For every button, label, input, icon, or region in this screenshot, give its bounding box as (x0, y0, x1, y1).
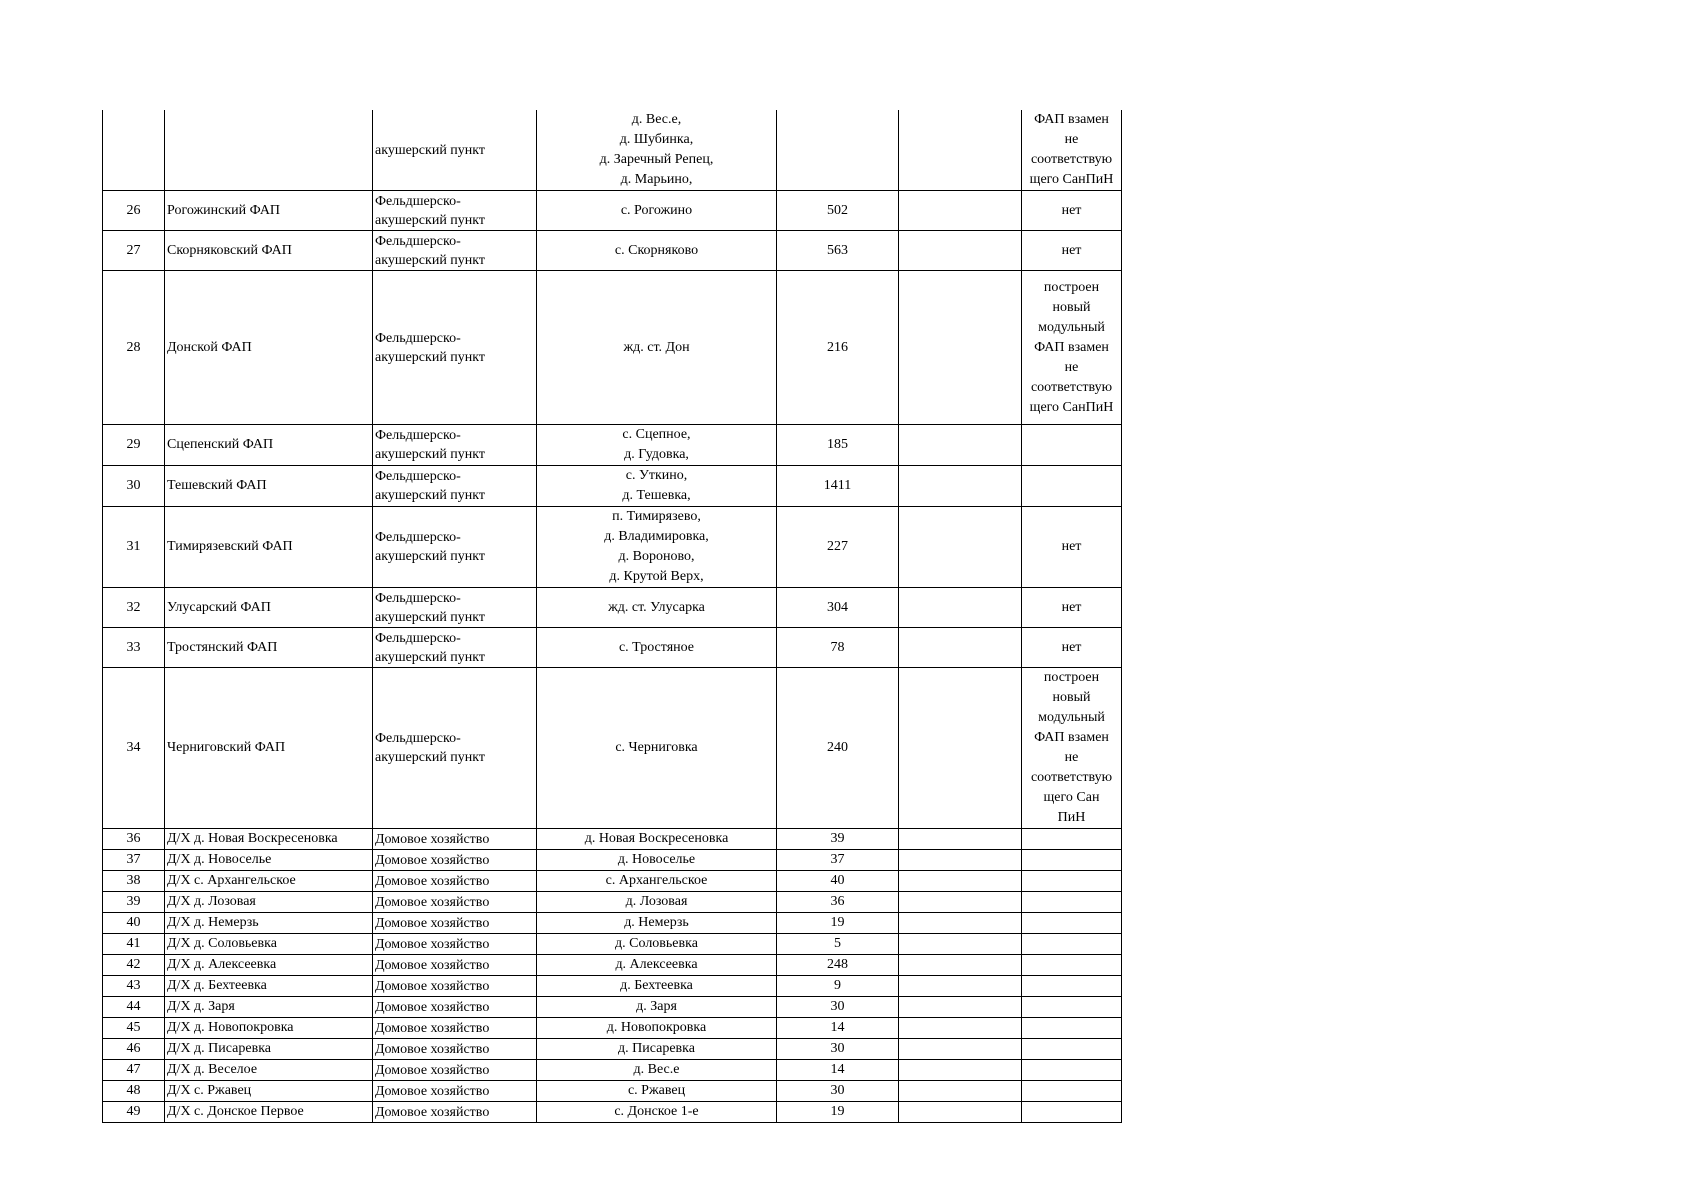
cell-extra (899, 871, 1022, 892)
cell-population: 248 (777, 955, 899, 976)
cell-settlements (537, 466, 777, 507)
cell-type (373, 913, 537, 934)
cell-type (373, 668, 537, 829)
cell-number: 37 (103, 850, 165, 871)
cell-settlements-line: д. Тешевка, (622, 488, 691, 503)
cell-type-line: Домовое хозяйство (375, 978, 490, 994)
cell-type-line: Фельдшерско- (375, 469, 461, 484)
cell-note-line: соответствую (1030, 379, 1113, 395)
cell-name: Д/Х с. Ржавец (165, 1081, 373, 1102)
cell-name: Д/Х д. Алексеевка (165, 955, 373, 976)
cell-type-line: Фельдшерско- (375, 630, 461, 646)
cell-settlements (537, 507, 777, 588)
cell-population: 14 (777, 1018, 899, 1039)
table-row (103, 507, 1122, 588)
cell-name: Скорняковский ФАП (165, 231, 373, 271)
cell-note (1022, 1018, 1122, 1039)
cell-note (1022, 1081, 1122, 1102)
cell-name: Тимирязевский ФАП (165, 507, 373, 588)
cell-note-line: ФАП взамен (1034, 339, 1109, 355)
cell-name: Рогожинский ФАП (165, 191, 373, 231)
table-row (103, 997, 1122, 1018)
cell-type (373, 1018, 537, 1039)
facilities-table (102, 110, 1122, 1123)
table-row (103, 1081, 1122, 1102)
cell-type-line: акушерский пункт (375, 252, 486, 268)
cell-population: 304 (777, 588, 899, 628)
cell-settlements-line: д. Соловьевка (615, 936, 698, 951)
table-row (103, 628, 1122, 668)
cell-type-line: акушерский пункт (375, 609, 486, 625)
cell-number: 45 (103, 1018, 165, 1039)
cell-type (373, 871, 537, 892)
cell-name: Д/Х д. Немерзь (165, 913, 373, 934)
cell-type-line: Домовое хозяйство (375, 957, 490, 973)
cell-settlements-line: д. Заречный Репец, (599, 152, 714, 167)
cell-type-line: Домовое хозяйство (375, 894, 490, 910)
cell-number: 31 (103, 507, 165, 588)
cell-number: 42 (103, 955, 165, 976)
cell-note (1022, 976, 1122, 997)
cell-type (373, 425, 537, 466)
cell-settlements-line: с. Донское 1-е (614, 1104, 699, 1119)
cell-type-line: акушерский пункт (375, 142, 486, 158)
cell-population: 19 (777, 1102, 899, 1123)
cell-extra (899, 588, 1022, 628)
cell-population: 37 (777, 850, 899, 871)
cell-settlements-line: д. Бехтеевка (620, 978, 693, 993)
cell-note-line: нет (1061, 639, 1082, 655)
cell-extra (899, 1060, 1022, 1081)
cell-settlements-line: жд. ст. Улусарка (608, 599, 705, 615)
cell-name (165, 110, 373, 191)
cell-note (1022, 110, 1122, 191)
cell-type-line: Фельдшерско- (375, 590, 461, 606)
cell-population: 216 (777, 271, 899, 425)
cell-note-line: нет (1061, 202, 1082, 218)
table-row (103, 871, 1122, 892)
cell-type (373, 1081, 537, 1102)
cell-population: 9 (777, 976, 899, 997)
cell-note (1022, 955, 1122, 976)
table-row (103, 1018, 1122, 1039)
cell-note-line: соответствую (1030, 770, 1113, 785)
cell-note (1022, 913, 1122, 934)
cell-note (1022, 668, 1122, 829)
cell-extra (899, 231, 1022, 271)
cell-extra (899, 1039, 1022, 1060)
cell-note-line: ФАП взамен (1034, 112, 1109, 127)
cell-type-line: Фельдшерско- (375, 193, 461, 209)
cell-settlements (537, 668, 777, 829)
cell-name: Сцепенский ФАП (165, 425, 373, 466)
cell-note (1022, 191, 1122, 231)
cell-type-line: акушерский пункт (375, 549, 486, 564)
cell-type (373, 997, 537, 1018)
cell-extra (899, 1081, 1022, 1102)
cell-settlements (537, 1081, 777, 1102)
cell-settlements-line: д. Вороново, (618, 549, 695, 564)
cell-type-line: акушерский пункт (375, 447, 486, 462)
cell-type-line: акушерский пункт (375, 212, 486, 228)
cell-settlements-line: с. Ржавец (627, 1083, 686, 1098)
table-body (103, 110, 1122, 1123)
cell-name: Д/Х д. Лозовая (165, 892, 373, 913)
cell-settlements-line: д. Немерзь (624, 915, 689, 930)
cell-note (1022, 829, 1122, 850)
cell-number: 36 (103, 829, 165, 850)
cell-note-line: не (1064, 750, 1079, 765)
cell-number: 32 (103, 588, 165, 628)
cell-type (373, 892, 537, 913)
cell-population: 39 (777, 829, 899, 850)
cell-note-line: нет (1061, 599, 1082, 615)
cell-population: 5 (777, 934, 899, 955)
cell-number (103, 110, 165, 191)
cell-population: 30 (777, 1081, 899, 1102)
cell-population: 502 (777, 191, 899, 231)
cell-number: 38 (103, 871, 165, 892)
cell-note-line: нет (1061, 242, 1082, 258)
cell-note (1022, 588, 1122, 628)
cell-settlements (537, 913, 777, 934)
table-row (103, 934, 1122, 955)
cell-name: Д/Х д. Заря (165, 997, 373, 1018)
cell-type-line: Домовое хозяйство (375, 936, 490, 952)
cell-number: 33 (103, 628, 165, 668)
cell-note (1022, 507, 1122, 588)
cell-settlements (537, 271, 777, 425)
cell-type (373, 1039, 537, 1060)
cell-note (1022, 628, 1122, 668)
cell-type-line: Фельдшерско- (375, 330, 461, 346)
cell-extra (899, 955, 1022, 976)
cell-settlements-line: п. Тимирязево, (612, 509, 701, 524)
cell-settlements (537, 850, 777, 871)
cell-settlements (537, 191, 777, 231)
cell-note-line: нет (1061, 539, 1082, 554)
table-row (103, 976, 1122, 997)
cell-extra (899, 829, 1022, 850)
cell-settlements-line: д. Алексеевка (615, 957, 698, 972)
cell-note-line: модульный (1038, 710, 1105, 725)
table-row (103, 588, 1122, 628)
cell-note-line: ФАП взамен (1034, 730, 1109, 745)
cell-type (373, 507, 537, 588)
cell-extra (899, 850, 1022, 871)
cell-extra (899, 892, 1022, 913)
cell-number: 48 (103, 1081, 165, 1102)
cell-settlements (537, 1018, 777, 1039)
cell-settlements (537, 110, 777, 191)
cell-name: Д/Х д. Новоселье (165, 850, 373, 871)
cell-type-line: Домовое хозяйство (375, 999, 490, 1015)
cell-type-line: акушерский пункт (375, 349, 486, 365)
cell-note (1022, 1039, 1122, 1060)
cell-settlements-line: с. Скорняково (614, 242, 699, 258)
cell-type-line: Домовое хозяйство (375, 852, 490, 868)
table-row (103, 271, 1122, 425)
cell-name: Д/Х д. Бехтеевка (165, 976, 373, 997)
cell-population: 19 (777, 913, 899, 934)
cell-type (373, 955, 537, 976)
cell-settlements (537, 892, 777, 913)
cell-note (1022, 850, 1122, 871)
cell-name: Д/Х с. Архангельское (165, 871, 373, 892)
cell-note (1022, 271, 1122, 425)
cell-type (373, 976, 537, 997)
cell-name: Д/Х д. Новопокровка (165, 1018, 373, 1039)
cell-population: 227 (777, 507, 899, 588)
cell-note (1022, 997, 1122, 1018)
table-row (103, 1060, 1122, 1081)
cell-note-line: не (1064, 132, 1079, 147)
cell-type (373, 850, 537, 871)
cell-settlements (537, 588, 777, 628)
cell-note (1022, 466, 1122, 507)
cell-note-line: построен (1043, 670, 1100, 685)
cell-type-line: Домовое хозяйство (375, 1041, 490, 1057)
table-row (103, 110, 1122, 191)
cell-number: 41 (103, 934, 165, 955)
cell-type (373, 588, 537, 628)
cell-type-line: Домовое хозяйство (375, 873, 490, 889)
cell-note (1022, 934, 1122, 955)
cell-settlements (537, 955, 777, 976)
cell-population: 30 (777, 997, 899, 1018)
table-row (103, 955, 1122, 976)
cell-name: Д/Х д. Писаревка (165, 1039, 373, 1060)
cell-settlements-line: с. Архангельское (605, 873, 708, 888)
cell-number: 47 (103, 1060, 165, 1081)
table-row (103, 892, 1122, 913)
cell-number: 43 (103, 976, 165, 997)
cell-extra (899, 466, 1022, 507)
table-row (103, 913, 1122, 934)
cell-settlements (537, 976, 777, 997)
cell-settlements-line: д. Вес.е, (631, 112, 682, 127)
cell-number: 27 (103, 231, 165, 271)
cell-type-line: акушерский пункт (375, 750, 486, 765)
cell-settlements-line: д. Владимировка, (604, 529, 709, 544)
cell-type-line: Домовое хозяйство (375, 1062, 490, 1078)
cell-type (373, 466, 537, 507)
cell-extra (899, 271, 1022, 425)
cell-name: Черниговский ФАП (165, 668, 373, 829)
cell-settlements (537, 1039, 777, 1060)
cell-population: 30 (777, 1039, 899, 1060)
cell-type-line: Фельдшерско- (375, 428, 461, 443)
cell-extra (899, 1102, 1022, 1123)
cell-population: 78 (777, 628, 899, 668)
cell-settlements-line: д. Вес.е (633, 1062, 680, 1077)
cell-note (1022, 1060, 1122, 1081)
cell-note (1022, 425, 1122, 466)
cell-type-line: акушерский пункт (375, 649, 486, 665)
cell-type (373, 934, 537, 955)
table-row (103, 1039, 1122, 1060)
cell-number: 39 (103, 892, 165, 913)
cell-settlements-line: д. Лозовая (625, 894, 688, 909)
table-row (103, 668, 1122, 829)
cell-settlements (537, 934, 777, 955)
cell-settlements-line: д. Заря (636, 999, 677, 1014)
table-row (103, 466, 1122, 507)
table-row (103, 425, 1122, 466)
cell-settlements (537, 628, 777, 668)
cell-type-line: Домовое хозяйство (375, 1020, 490, 1036)
cell-settlements-line: д. Шубинка, (619, 132, 694, 147)
cell-note-line: новый (1052, 690, 1091, 705)
table-row (103, 829, 1122, 850)
table-row (103, 850, 1122, 871)
cell-name: Д/Х д. Новая Воскресеновка (165, 829, 373, 850)
cell-settlements (537, 871, 777, 892)
cell-note-line: щего СанПиН (1029, 172, 1114, 187)
cell-note (1022, 871, 1122, 892)
cell-extra (899, 425, 1022, 466)
table-row (103, 231, 1122, 271)
cell-name: Тростянский ФАП (165, 628, 373, 668)
cell-extra (899, 1018, 1022, 1039)
cell-settlements-line: с. Уткино, (625, 468, 688, 483)
cell-extra (899, 976, 1022, 997)
cell-settlements-line: с. Черниговка (615, 740, 698, 755)
table-row (103, 1102, 1122, 1123)
cell-type (373, 1060, 537, 1081)
cell-number: 44 (103, 997, 165, 1018)
cell-population (777, 110, 899, 191)
cell-note (1022, 1102, 1122, 1123)
cell-settlements (537, 829, 777, 850)
cell-type (373, 231, 537, 271)
cell-extra (899, 934, 1022, 955)
cell-number: 26 (103, 191, 165, 231)
cell-settlements-line: д. Писаревка (618, 1041, 695, 1056)
cell-type-line: Фельдшерско- (375, 233, 461, 249)
cell-settlements-line: д. Крутой Верх, (609, 569, 704, 584)
cell-name: Д/Х д. Веселое (165, 1060, 373, 1081)
cell-settlements (537, 1060, 777, 1081)
cell-settlements (537, 425, 777, 466)
cell-settlements (537, 997, 777, 1018)
cell-extra (899, 628, 1022, 668)
cell-number: 34 (103, 668, 165, 829)
cell-number: 40 (103, 913, 165, 934)
cell-type (373, 829, 537, 850)
cell-note-line: ПиН (1057, 810, 1086, 825)
cell-name: Улусарский ФАП (165, 588, 373, 628)
cell-type-line: Домовое хозяйство (375, 1104, 490, 1120)
cell-settlements-line: д. Новопокровка (606, 1020, 707, 1035)
cell-population: 14 (777, 1060, 899, 1081)
cell-settlements (537, 1102, 777, 1123)
cell-type (373, 191, 537, 231)
cell-settlements-line: д. Марьино, (620, 172, 693, 187)
cell-note-line: модульный (1038, 319, 1105, 335)
table-row (103, 191, 1122, 231)
cell-population: 185 (777, 425, 899, 466)
cell-note-line: соответствую (1030, 152, 1113, 167)
cell-note (1022, 231, 1122, 271)
cell-type-line: Домовое хозяйство (375, 1083, 490, 1099)
cell-population: 1411 (777, 466, 899, 507)
cell-number: 28 (103, 271, 165, 425)
cell-type-line: Фельдшерско- (375, 731, 461, 746)
cell-name: Д/Х д. Соловьевка (165, 934, 373, 955)
cell-settlements-line: д. Гудовка, (624, 447, 689, 462)
cell-population: 563 (777, 231, 899, 271)
cell-note-line: не (1064, 359, 1079, 375)
cell-settlements-line: д. Новоселье (617, 852, 696, 867)
cell-extra (899, 668, 1022, 829)
cell-extra (899, 997, 1022, 1018)
cell-number: 46 (103, 1039, 165, 1060)
cell-name: Донской ФАП (165, 271, 373, 425)
cell-extra (899, 913, 1022, 934)
cell-population: 240 (777, 668, 899, 829)
cell-type-line: акушерский пункт (375, 488, 486, 503)
cell-type-line: Фельдшерско- (375, 530, 461, 545)
cell-name: Тешевский ФАП (165, 466, 373, 507)
cell-settlements-line: д. Новая Воскресеновка (584, 831, 729, 846)
cell-type-line: Домовое хозяйство (375, 915, 490, 931)
cell-extra (899, 507, 1022, 588)
cell-type (373, 271, 537, 425)
cell-settlements-line: жд. ст. Дон (623, 339, 690, 355)
cell-type (373, 1102, 537, 1123)
cell-settlements-line: с. Сцепное, (622, 427, 691, 442)
cell-note-line: щего Сан (1043, 790, 1100, 805)
cell-note-line: новый (1052, 299, 1091, 315)
cell-type (373, 110, 537, 191)
cell-extra (899, 191, 1022, 231)
cell-settlements (537, 231, 777, 271)
cell-settlements-line: с. Тростяное (618, 639, 695, 655)
cell-settlements-line: с. Рогожино (620, 202, 693, 218)
cell-extra (899, 110, 1022, 191)
cell-note-line: построен (1043, 279, 1100, 295)
cell-number: 29 (103, 425, 165, 466)
cell-type-line: Домовое хозяйство (375, 831, 490, 847)
cell-name: Д/Х с. Донское Первое (165, 1102, 373, 1123)
cell-type (373, 628, 537, 668)
cell-population: 36 (777, 892, 899, 913)
cell-note (1022, 892, 1122, 913)
cell-population: 40 (777, 871, 899, 892)
cell-number: 30 (103, 466, 165, 507)
cell-number: 49 (103, 1102, 165, 1123)
cell-note-line: щего СанПиН (1029, 399, 1114, 415)
